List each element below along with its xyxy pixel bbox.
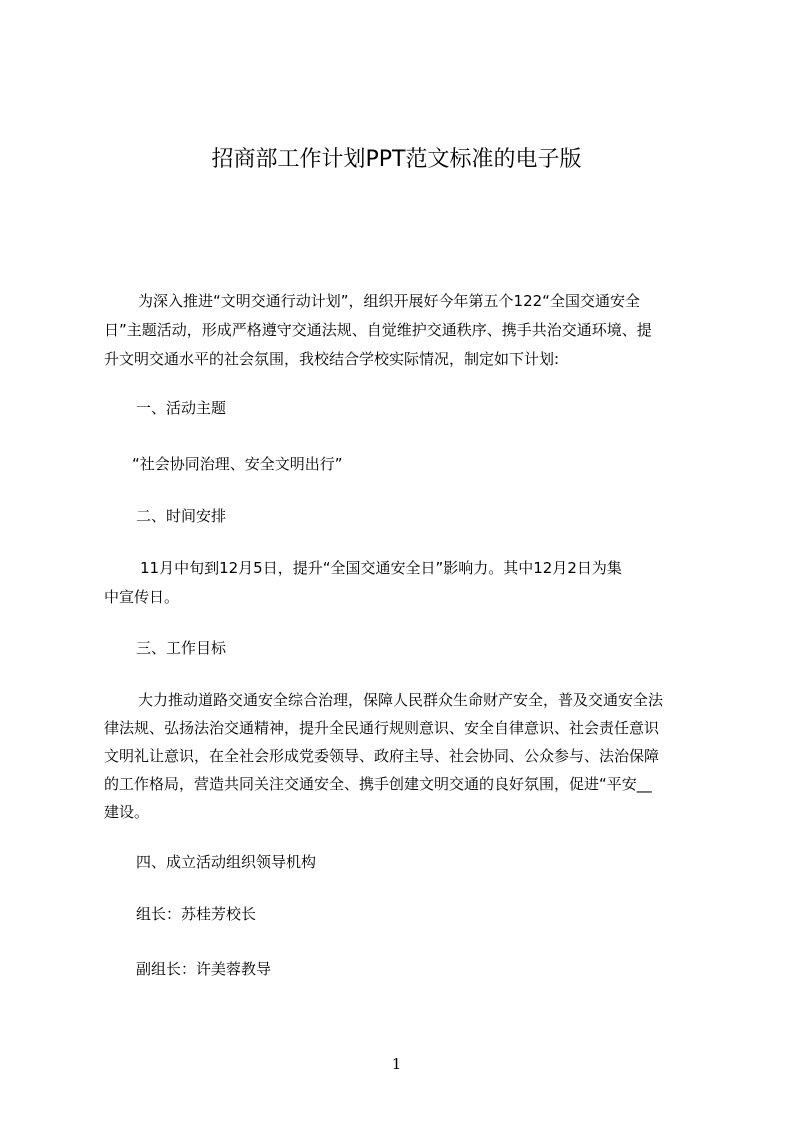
deputy-group-leader: 副组长：许美蓉教导 [136,960,272,978]
section-3-line-4: 的工作格局，营造共同关注交通安全、携手创建文明交通的良好氛围，促进“平安__ [104,775,652,793]
section-4-heading: 四、成立活动组织领导机构 [136,853,317,871]
section-2-line-2: 中宣传日。 [104,588,180,606]
section-3-heading: 三、工作目标 [136,639,227,657]
intro-line-3: 升文明交通水平的社会氛围，我校结合学校实际情况，制定如下计划: [104,350,560,368]
section-3-line-2: 律法规、弘扬法治交通精神，提升全民通行规则意识、安全自律意识、社会责任意识 [104,719,660,737]
section-3-line-3: 文明礼让意识，在全社会形成党委领导、政府主导、社会协同、公众参与、法治保障 [104,747,660,765]
section-3-line-1: 大力推动道路交通安全综合治理，保障人民群众生命财产安全，普及交通安全法 [138,691,664,709]
intro-line-1: 为深入推进“文明交通行动计划”，组织开展好今年第五个122“全国交通安全 [138,292,640,310]
document-title: 招商部工作计划PPT范文标准的电子版 [211,147,582,172]
intro-line-2: 日”主题活动，形成严格遵守交通法规、自觉维护交通秩序、携手共治交通环境、提 [104,321,652,339]
group-leader: 组长：苏桂芳校长 [136,905,257,923]
section-2-heading: 二、时间安排 [136,507,227,525]
section-2-line-1: 11月中旬到12月5日，提升“全国交通安全日”影响力。其中12月2日为集 [140,559,622,577]
section-1-heading: 一、活动主题 [136,399,227,417]
section-3-line-5: 建设。 [104,803,150,821]
page-number: 1 [391,1055,402,1073]
section-1-content: “社会协同治理、安全文明出行” [132,455,343,473]
